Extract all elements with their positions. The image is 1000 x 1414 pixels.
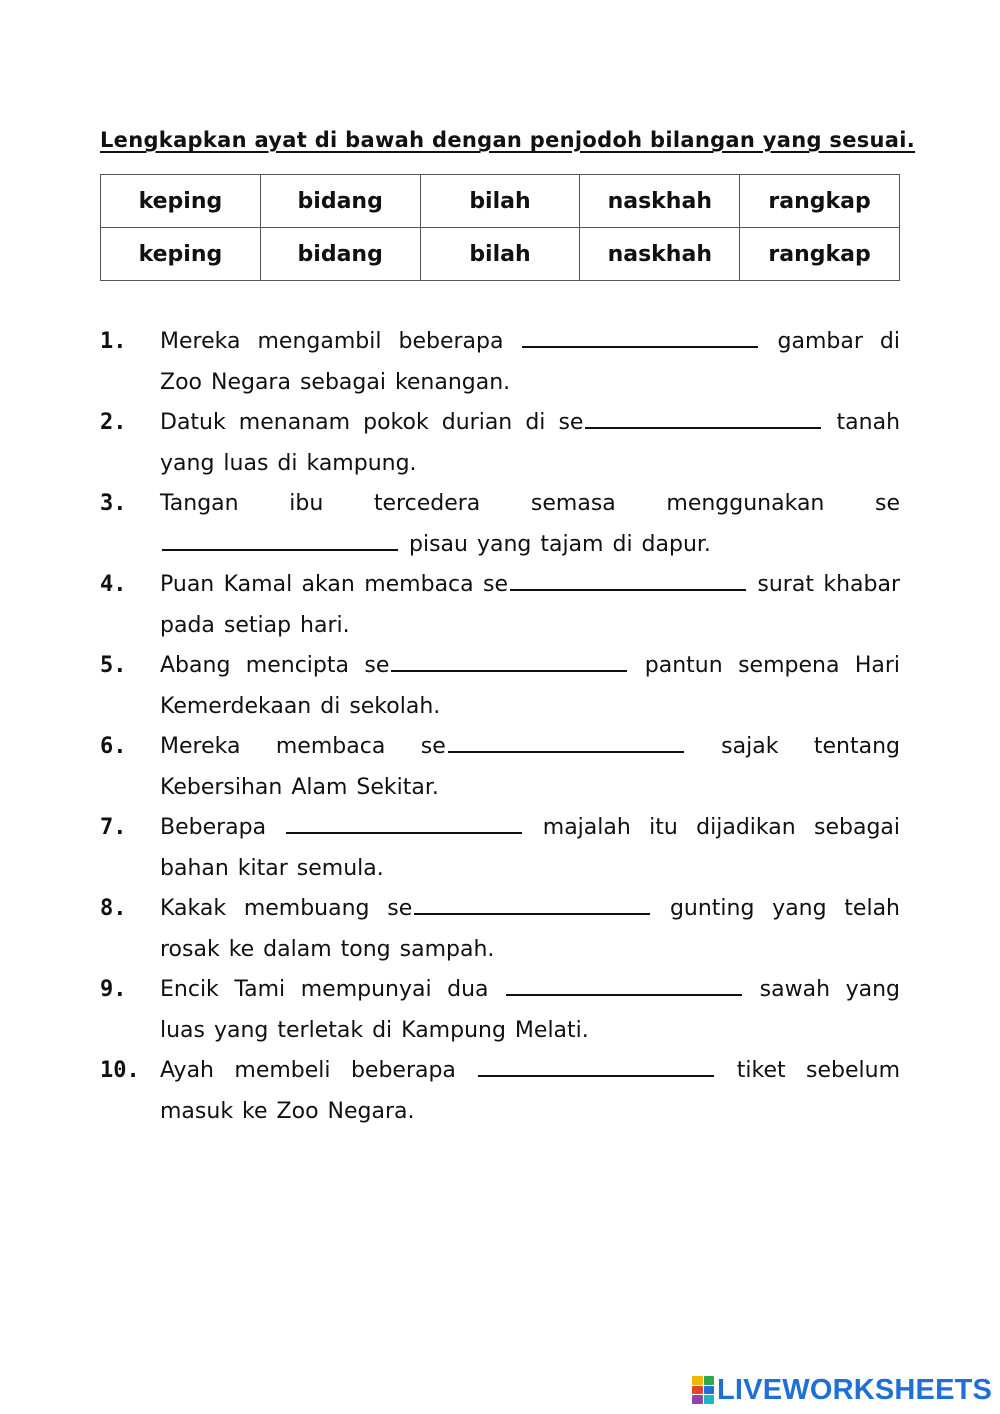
question-text: [160, 970, 900, 1051]
question-text-before: Puan Kamal akan membaca se: [160, 572, 509, 597]
word-bank-body: [101, 175, 900, 281]
question-number: 8.: [100, 896, 127, 921]
question-item: [100, 727, 900, 808]
question-item: [100, 322, 900, 403]
question-number: 1.: [100, 329, 127, 354]
word-bank-cell: naskhah: [580, 175, 740, 228]
question-list: [100, 322, 900, 1132]
answer-blank[interactable]: [414, 891, 650, 915]
word-bank-cell: rangkap: [740, 175, 900, 228]
question-item: [100, 808, 900, 889]
question-text: [160, 484, 900, 565]
question-text-before: Mereka mengambil beberapa: [160, 329, 521, 354]
logo-mark-square: [692, 1376, 703, 1385]
answer-blank[interactable]: [391, 648, 627, 672]
question-number: 5.: [100, 653, 127, 678]
answer-blank[interactable]: [478, 1053, 714, 1077]
question-text: [160, 1051, 900, 1132]
question-text-after: pantun sempena Hari Kemerdekaan di sekolah.: [160, 653, 901, 719]
question-item: [100, 970, 900, 1051]
question-item: [100, 889, 900, 970]
question-number: 3.: [100, 491, 127, 516]
logo-mark-square: [692, 1395, 703, 1404]
question-text: [160, 889, 900, 970]
answer-blank[interactable]: [506, 972, 742, 996]
question-text-before: Kakak membuang se: [160, 896, 413, 921]
question-text-after: majalah itu dijadikan sebagai bahan kitar semula.: [160, 815, 901, 881]
question-item: [100, 484, 900, 565]
word-bank-cell: keping: [101, 175, 261, 228]
word-bank-cell: keping: [101, 228, 261, 281]
question-text-after: surat khabar pada setiap hari.: [160, 572, 900, 638]
logo-mark-square: [704, 1386, 715, 1395]
question-number: 4.: [100, 572, 127, 597]
word-bank-cell: bidang: [260, 175, 420, 228]
question-text-after: tiket sebelum masuk ke Zoo Negara.: [160, 1058, 901, 1124]
question-text-after: pisau yang tajam di dapur.: [400, 531, 711, 557]
question-number: 7.: [100, 815, 127, 840]
question-text-after: gambar di Zoo Negara sebagai kenangan.: [160, 329, 900, 395]
answer-blank[interactable]: [522, 324, 758, 348]
logo-mark-square: [692, 1386, 703, 1395]
question-item: [100, 565, 900, 646]
question-text: [160, 727, 900, 808]
word-bank-cell: bidang: [260, 228, 420, 281]
logo-mark-square: [704, 1376, 715, 1385]
liveworksheets-logo-icon: [692, 1376, 714, 1404]
question-text: [160, 808, 900, 889]
question-number: 6.: [100, 734, 127, 759]
question-text-before: Encik Tami mempunyai dua: [160, 977, 505, 1002]
question-text-before: Ayah membeli beberapa: [160, 1058, 477, 1083]
question-text: [160, 403, 900, 484]
question-text-before: Mereka membaca se: [160, 734, 446, 759]
liveworksheets-logo: [692, 1373, 992, 1407]
word-bank-cell: naskhah: [580, 228, 740, 281]
question-text-after: tanah yang luas di kampung.: [160, 410, 901, 476]
word-bank-row: [101, 175, 900, 228]
logo-text: LIVEWORKSHEETS: [717, 1373, 993, 1406]
question-item: [100, 403, 900, 484]
question-text-before: Abang mencipta se: [160, 653, 390, 678]
question-text-before: Beberapa: [160, 815, 285, 840]
question-text-before: Datuk menanam pokok durian di se: [160, 410, 584, 435]
question-item: [100, 1051, 900, 1132]
word-bank-row: [101, 228, 900, 281]
question-number: 10.: [100, 1058, 140, 1083]
question-text: [160, 322, 900, 403]
question-item: [100, 646, 900, 727]
question-number: 2.: [100, 410, 127, 435]
question-text: [160, 565, 900, 646]
logo-mark-square: [704, 1395, 715, 1404]
instruction-heading: Lengkapkan ayat di bawah dengan penjodoh bilangan yang sesuai.: [100, 128, 916, 152]
answer-blank[interactable]: [585, 405, 821, 429]
word-bank-cell: rangkap: [740, 228, 900, 281]
answer-blank[interactable]: [286, 810, 522, 834]
word-bank-table: [100, 174, 900, 281]
question-text-before: Tangan ibu tercedera semasa menggunakan se: [160, 491, 900, 516]
question-text-after: gunting yang telah rosak ke dalam tong sampah.: [160, 896, 900, 962]
answer-blank[interactable]: [510, 567, 746, 591]
answer-blank[interactable]: [448, 729, 684, 753]
question-text: [160, 646, 900, 727]
question-text-after: sajak tentang Kebersihan Alam Sekitar.: [160, 734, 900, 800]
word-bank-cell: bilah: [420, 228, 580, 281]
word-bank-cell: bilah: [420, 175, 580, 228]
answer-blank[interactable]: [162, 527, 398, 551]
question-number: 9.: [100, 977, 127, 1002]
question-text-after: sawah yang luas yang terletak di Kampung Melati.: [160, 977, 900, 1043]
